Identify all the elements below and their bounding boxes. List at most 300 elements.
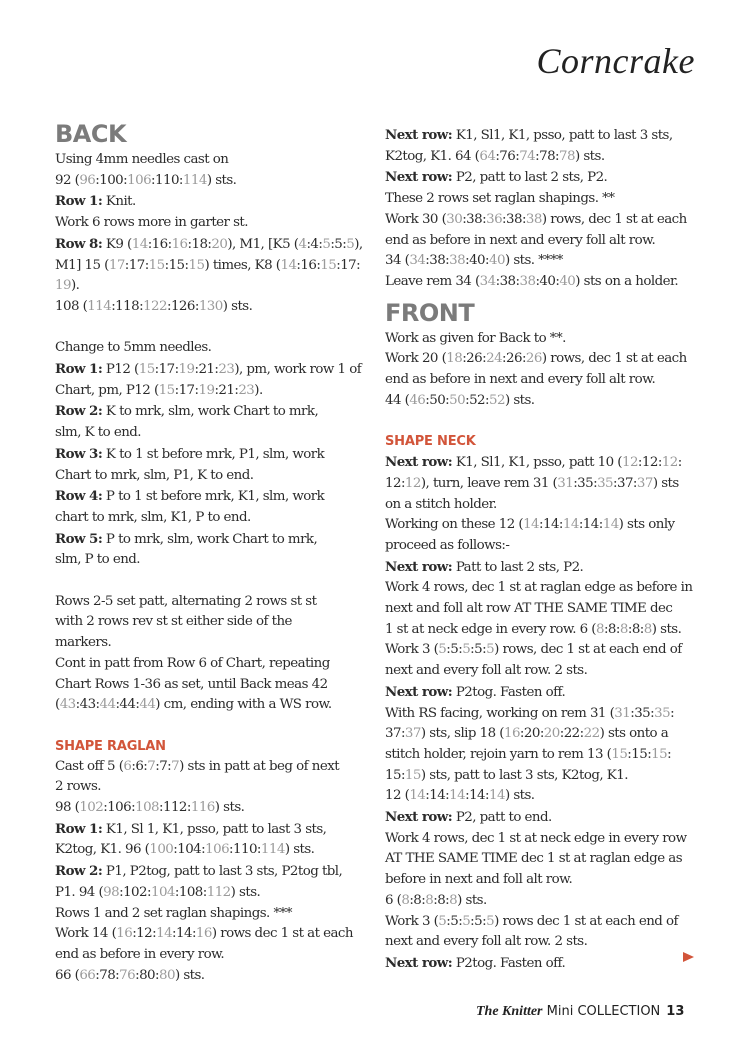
- text-line: [55, 592, 365, 613]
- text-segment: end as before in next and every foll alt row.: [385, 232, 656, 248]
- row-label: Row 5:: [55, 530, 103, 547]
- text-line: [385, 251, 705, 272]
- text-segment: ) sts, slip 18 (: [420, 726, 504, 742]
- row-label: Row 8:: [55, 235, 103, 252]
- size-value: 16: [195, 926, 212, 942]
- text-segment: Work 3 (: [385, 642, 439, 658]
- row-label: Row 3:: [55, 445, 103, 462]
- text-segment: ) rows, dec 1 st at each end of: [494, 642, 682, 658]
- text-segment: ) times, K8 (: [204, 257, 281, 273]
- text-line: [55, 945, 365, 966]
- text-segment: :5:: [470, 913, 487, 929]
- size-value: 15: [320, 257, 337, 273]
- column-right: [385, 125, 705, 975]
- size-value: 106: [127, 172, 152, 188]
- size-value: 12: [404, 475, 421, 491]
- text-segment: :7:: [155, 758, 172, 774]
- size-value: 36: [486, 211, 503, 227]
- size-value: 20: [211, 236, 228, 252]
- text-segment: :52:: [465, 392, 489, 408]
- text-line: [385, 932, 705, 953]
- size-value: 5: [322, 236, 331, 252]
- size-value: 98: [103, 884, 120, 900]
- text-line: [385, 829, 705, 850]
- text-line: [55, 861, 365, 883]
- text-line: [55, 675, 365, 696]
- text-segment: P2tog. Fasten off.: [452, 956, 566, 971]
- text-line: [385, 578, 705, 599]
- text-segment: ) rows dec 1 st at each: [211, 926, 353, 942]
- text-segment: ), turn, leave rem 31 (: [420, 475, 558, 491]
- size-value: 104: [150, 884, 175, 900]
- size-value: 22: [583, 726, 600, 742]
- size-value: 112: [206, 884, 231, 900]
- text-segment: :110:: [151, 172, 183, 188]
- text-segment: K1, Sl 1, K1, psso, patt to last 3 sts,: [102, 821, 327, 837]
- size-value: 8: [643, 621, 652, 637]
- text-segment: :8:: [409, 892, 426, 908]
- text-line: [55, 819, 365, 841]
- text-segment: Work 30 (: [385, 211, 447, 227]
- size-value: 114: [260, 842, 285, 858]
- text-segment: :37:: [613, 475, 637, 491]
- back-block-1: [55, 150, 365, 318]
- text-segment: 2 rows.: [55, 779, 101, 795]
- size-value: 35: [654, 705, 671, 721]
- size-value: 108: [135, 800, 160, 816]
- size-value: 15: [404, 767, 421, 783]
- text-segment: Work 6 rows more in garter st.: [55, 215, 248, 231]
- text-line: [385, 724, 705, 745]
- text-segment: :16:: [147, 236, 172, 252]
- text-line: [385, 599, 705, 620]
- size-value: 18: [446, 351, 463, 367]
- text-segment: :35:: [573, 475, 598, 491]
- text-segment: ) cm, ending with a WS row.: [155, 697, 332, 713]
- text-line: [55, 150, 365, 171]
- text-segment: :126:: [166, 298, 199, 314]
- text-segment: ) sts.: [504, 788, 535, 804]
- size-value: 38: [525, 211, 542, 227]
- size-value: 35: [597, 475, 614, 491]
- text-line: [385, 661, 705, 682]
- text-segment: 108 (: [55, 298, 88, 314]
- text-segment: :18:: [187, 236, 212, 252]
- text-segment: P12 (: [102, 362, 139, 378]
- row-label: Next row:: [385, 683, 453, 700]
- size-value: 14: [523, 517, 540, 533]
- text-segment: ).: [254, 382, 263, 398]
- size-value: 19: [198, 382, 215, 398]
- size-value: 100: [149, 842, 174, 858]
- text-line: [55, 401, 365, 423]
- page-title: Corncrake: [536, 41, 695, 81]
- text-line: [55, 550, 365, 571]
- size-value: 66: [79, 967, 96, 983]
- text-line: [55, 338, 365, 359]
- text-segment: on a stitch holder.: [385, 496, 497, 512]
- text-segment: 34 (: [385, 253, 410, 269]
- text-line: [385, 786, 705, 807]
- text-segment: Using 4mm needles cast on: [55, 152, 229, 167]
- text-line: [385, 231, 705, 252]
- size-value: 31: [614, 705, 631, 721]
- text-segment: :26:: [502, 351, 526, 367]
- text-line: [55, 612, 365, 633]
- text-segment: ) sts. ****: [504, 253, 563, 269]
- page-footer: [476, 1004, 684, 1020]
- size-value: 34: [479, 273, 496, 289]
- text-segment: AT THE SAME TIME dec 1 st at raglan edge as: [385, 851, 683, 867]
- size-value: 8: [425, 892, 434, 908]
- text-segment: ) sts.: [222, 298, 253, 314]
- text-segment: Work 4 rows, dec 1 st at raglan edge as before in: [385, 580, 693, 596]
- text-line: [55, 529, 365, 551]
- size-value: 14: [562, 517, 579, 533]
- text-line: [385, 766, 705, 787]
- size-value: 44: [139, 697, 156, 713]
- size-value: 8: [595, 621, 604, 637]
- size-value: 16: [503, 726, 520, 742]
- row-label: Next row:: [385, 809, 453, 826]
- text-segment: ), pm, work row 1 of: [234, 362, 362, 378]
- text-segment: K2tog, K1. 96 (: [55, 842, 150, 858]
- text-segment: :5:: [446, 642, 463, 658]
- text-segment: :38:: [502, 211, 526, 227]
- text-segment: next and foll alt row AT THE SAME TIME dec: [385, 601, 673, 617]
- text-line: [55, 276, 365, 297]
- text-segment: P2, patt to last 2 sts, P2.: [452, 170, 608, 186]
- text-segment: ) sts.: [174, 967, 205, 983]
- column-left: [55, 116, 365, 986]
- text-segment: :118:: [111, 298, 144, 314]
- text-segment: before in next and foll alt row.: [385, 872, 573, 888]
- text-segment: ).: [70, 278, 80, 294]
- text-segment: :21:: [194, 362, 219, 378]
- text-segment: (: [55, 697, 60, 713]
- text-line: [55, 777, 365, 798]
- back-continued-block: [385, 125, 705, 293]
- text-segment: :14:: [539, 517, 563, 533]
- size-value: 15: [611, 746, 628, 762]
- text-segment: ) sts onto a: [599, 726, 669, 742]
- neck-block: [385, 452, 705, 975]
- text-segment: P2, patt to end.: [452, 810, 552, 826]
- size-value: 24: [486, 351, 503, 367]
- text-segment: :40:: [535, 273, 560, 289]
- text-segment: ) sts.: [504, 392, 535, 408]
- text-segment: :5:: [446, 913, 463, 929]
- text-line: [55, 904, 365, 925]
- text-line: [55, 234, 365, 256]
- size-value: 50: [449, 392, 466, 408]
- text-segment: 92 (: [55, 172, 80, 188]
- text-segment: Cast off 5 (: [55, 758, 124, 774]
- size-value: 5: [438, 642, 447, 658]
- text-line: [385, 557, 705, 579]
- text-line: [55, 883, 365, 904]
- text-line: [55, 508, 365, 529]
- text-segment: :40:: [465, 253, 489, 269]
- size-value: 7: [171, 758, 180, 774]
- size-value: 122: [143, 298, 167, 314]
- size-value: 114: [182, 172, 207, 188]
- text-segment: ) sts.: [457, 892, 487, 908]
- text-line: [55, 381, 365, 402]
- text-segment: K to 1 st before mrk, P1, slm, work: [102, 446, 325, 462]
- text-segment: slm, P to end.: [55, 552, 141, 568]
- row-label: Next row:: [385, 558, 453, 575]
- size-value: 14: [409, 788, 426, 804]
- size-value: 20: [543, 726, 560, 742]
- text-line: [385, 807, 705, 829]
- text-line: [55, 171, 365, 192]
- text-segment: end as before in next and every foll alt row.: [385, 372, 656, 388]
- text-line: [55, 798, 365, 819]
- size-value: 5: [486, 642, 495, 658]
- size-value: 31: [557, 475, 574, 491]
- text-line: [385, 167, 705, 189]
- text-segment: P to 1 st before mrk, K1, slm, work: [102, 489, 325, 505]
- text-segment: next and every foll alt row. 2 sts.: [385, 934, 588, 950]
- text-line: [385, 912, 705, 933]
- text-segment: With RS facing, working on rem 31 (: [385, 705, 615, 721]
- text-segment: ) rows, dec 1 st at each: [541, 211, 687, 227]
- size-value: 16: [171, 236, 188, 252]
- text-segment: ) sts: [652, 475, 679, 491]
- text-segment: Rows 2-5 set patt, alternating 2 rows st st: [55, 593, 317, 609]
- size-value: 15: [188, 257, 205, 273]
- text-line: [55, 297, 365, 318]
- text-segment: :12:: [132, 926, 157, 942]
- size-value: 6: [123, 758, 132, 774]
- text-line: [385, 210, 705, 231]
- text-segment: :22:: [559, 726, 584, 742]
- text-segment: Work 14 (: [55, 926, 117, 942]
- subheading-shape-neck: SHAPE NECK: [385, 434, 476, 450]
- text-segment: Work as given for Back to **.: [385, 330, 566, 346]
- size-value: 15: [148, 257, 165, 273]
- text-segment: 6 (: [385, 892, 402, 908]
- text-line: [55, 213, 365, 234]
- size-value: 8: [449, 892, 458, 908]
- size-value: 5: [486, 913, 495, 929]
- text-segment: :17:: [336, 257, 361, 273]
- row-label: Next row:: [385, 169, 453, 186]
- text-segment: :14:: [425, 788, 450, 804]
- text-segment: K1, Sl1, K1, psso, patt 10 (: [452, 455, 622, 471]
- text-segment: ),: [354, 236, 363, 252]
- text-line: [385, 349, 705, 370]
- text-segment: :26:: [462, 351, 487, 367]
- text-line: [385, 682, 705, 704]
- text-segment: Work 20 (: [385, 351, 447, 367]
- text-line: [55, 966, 365, 987]
- row-label: Row 2:: [55, 863, 103, 880]
- size-value: 14: [488, 788, 505, 804]
- text-segment: :38:: [425, 253, 450, 269]
- text-segment: K to mrk, slm, work Chart to mrk,: [102, 404, 319, 420]
- text-segment: Chart to mrk, slm, P1, K to end.: [55, 467, 254, 483]
- size-value: 12: [621, 455, 638, 471]
- text-segment: :: [667, 746, 672, 762]
- text-segment: ) sts, patt to last 3 sts, K2tog, K1.: [420, 767, 628, 783]
- size-value: 38: [519, 273, 536, 289]
- text-line: [385, 849, 705, 870]
- size-value: 5: [462, 913, 471, 929]
- text-segment: 12 (: [385, 788, 410, 804]
- text-line: [55, 757, 365, 778]
- text-segment: :14:: [578, 517, 603, 533]
- text-segment: Work 3 (: [385, 913, 439, 929]
- text-segment: K9 (: [102, 236, 132, 252]
- text-segment: :38:: [462, 211, 487, 227]
- text-line: [385, 189, 705, 210]
- size-value: 96: [79, 172, 96, 188]
- text-segment: Work 4 rows, dec 1 st at neck edge in every row: [385, 830, 687, 846]
- row-label: Row 4:: [55, 488, 103, 505]
- text-segment: slm, K to end.: [55, 425, 142, 441]
- row-label: Row 2:: [55, 403, 103, 420]
- size-value: 23: [238, 382, 255, 398]
- text-segment: ) sts in patt at beg of next: [179, 758, 340, 774]
- text-segment: :4:: [306, 236, 323, 252]
- text-segment: K1, Sl1, K1, psso, patt to last 3 sts,: [452, 128, 673, 143]
- text-segment: :38:: [495, 273, 520, 289]
- footer-magazine: The Knitter: [476, 1004, 543, 1019]
- text-segment: :78:: [95, 967, 120, 983]
- text-segment: :43:: [75, 697, 100, 713]
- text-segment: 1 st at neck edge in every row. 6 (: [385, 621, 596, 637]
- back-block-2: [55, 338, 365, 571]
- text-segment: markers.: [55, 635, 112, 651]
- text-segment: :80:: [135, 967, 159, 983]
- text-line: [385, 704, 705, 725]
- size-value: 40: [488, 253, 505, 269]
- size-value: 14: [602, 517, 619, 533]
- row-label: Next row:: [385, 454, 453, 471]
- row-label: Row 1:: [55, 361, 103, 378]
- text-segment: :21:: [214, 382, 239, 398]
- page-number: 13: [666, 1004, 685, 1019]
- size-value: 14: [280, 257, 297, 273]
- text-segment: M1] 15 (: [55, 257, 109, 273]
- size-value: 19: [55, 278, 71, 294]
- text-line: [55, 256, 365, 277]
- text-segment: :104:: [173, 842, 206, 858]
- text-segment: ) sts.: [214, 800, 245, 816]
- footer-series: Mini COLLECTION: [542, 1004, 661, 1019]
- text-segment: end as before in every row.: [55, 946, 225, 962]
- text-segment: ) sts.: [574, 148, 605, 164]
- text-segment: ) sts.: [651, 621, 682, 637]
- size-value: 37: [404, 726, 421, 742]
- text-segment: :8:: [603, 621, 620, 637]
- size-value: 5: [346, 236, 355, 252]
- size-value: 37: [636, 475, 653, 491]
- row-label: Next row:: [385, 955, 453, 971]
- size-value: 7: [147, 758, 156, 774]
- text-line: [55, 695, 365, 716]
- size-value: 76: [119, 967, 136, 983]
- text-segment: :100:: [95, 172, 128, 188]
- text-segment: P to mrk, slm, work Chart to mrk,: [102, 531, 318, 547]
- size-value: 5: [462, 642, 471, 658]
- row-label: Row 1:: [55, 820, 103, 837]
- text-line: [385, 495, 705, 516]
- text-segment: Leave rem 34 (: [385, 273, 480, 289]
- text-segment: :15:: [164, 257, 189, 273]
- text-segment: :14:: [172, 926, 196, 942]
- size-value: 38: [449, 253, 466, 269]
- size-value: 14: [156, 926, 173, 942]
- size-value: 34: [409, 253, 426, 269]
- text-line: [55, 486, 365, 508]
- size-value: 64: [479, 148, 496, 164]
- text-segment: :17:: [174, 382, 199, 398]
- text-segment: stitch holder, rejoin yarn to rem 13 (: [385, 746, 612, 762]
- text-segment: Cont in patt from Row 6 of Chart, repeating: [55, 655, 330, 671]
- text-segment: P1. 94 (: [55, 884, 104, 900]
- text-line: [385, 953, 705, 975]
- text-segment: :20:: [519, 726, 544, 742]
- size-value: 30: [446, 211, 463, 227]
- size-value: 80: [158, 967, 175, 983]
- text-segment: ), M1, [K5 (: [227, 236, 299, 252]
- text-line: [385, 370, 705, 391]
- continue-arrow-icon: [683, 952, 694, 962]
- subheading-shape-raglan: SHAPE RAGLAN: [55, 738, 166, 754]
- text-segment: :108:: [174, 884, 207, 900]
- text-segment: chart to mrk, slm, K1, P to end.: [55, 509, 251, 525]
- section-heading-front: FRONT: [385, 298, 475, 327]
- text-segment: K2tog, K1. 64 (: [385, 148, 480, 164]
- size-value: 15: [158, 382, 175, 398]
- size-value: 8: [401, 892, 410, 908]
- text-segment: :76:: [495, 148, 520, 164]
- size-value: 106: [205, 842, 230, 858]
- size-value: 23: [218, 362, 235, 378]
- text-segment: ) rows dec 1 st at each end of: [494, 913, 678, 929]
- text-segment: Chart Rows 1-36 as set, until Back meas 42: [55, 676, 328, 692]
- size-value: 74: [519, 148, 536, 164]
- text-line: [55, 191, 365, 213]
- text-segment: :8:: [627, 621, 644, 637]
- back-block-4: [55, 757, 365, 987]
- text-line: [385, 125, 705, 147]
- size-value: 4: [298, 236, 307, 252]
- size-value: 15: [651, 746, 668, 762]
- size-value: 26: [525, 351, 542, 367]
- text-line: [385, 147, 705, 168]
- text-segment: next and every foll alt row. 2 sts.: [385, 663, 588, 679]
- size-value: 102: [79, 800, 104, 816]
- text-line: [385, 272, 705, 293]
- text-segment: :12:: [637, 455, 662, 471]
- text-segment: 98 (: [55, 800, 80, 816]
- text-segment: :17:: [124, 257, 149, 273]
- section-heading-back: BACK: [55, 120, 127, 148]
- text-segment: proceed as follows:-: [385, 537, 510, 553]
- text-segment: 44 (: [385, 392, 410, 408]
- size-value: 40: [559, 273, 576, 289]
- text-segment: :: [670, 705, 675, 721]
- text-segment: :16:: [296, 257, 321, 273]
- text-segment: Knit.: [102, 194, 136, 210]
- text-segment: :: [677, 455, 682, 471]
- text-segment: :8:: [433, 892, 450, 908]
- text-line: [385, 515, 705, 536]
